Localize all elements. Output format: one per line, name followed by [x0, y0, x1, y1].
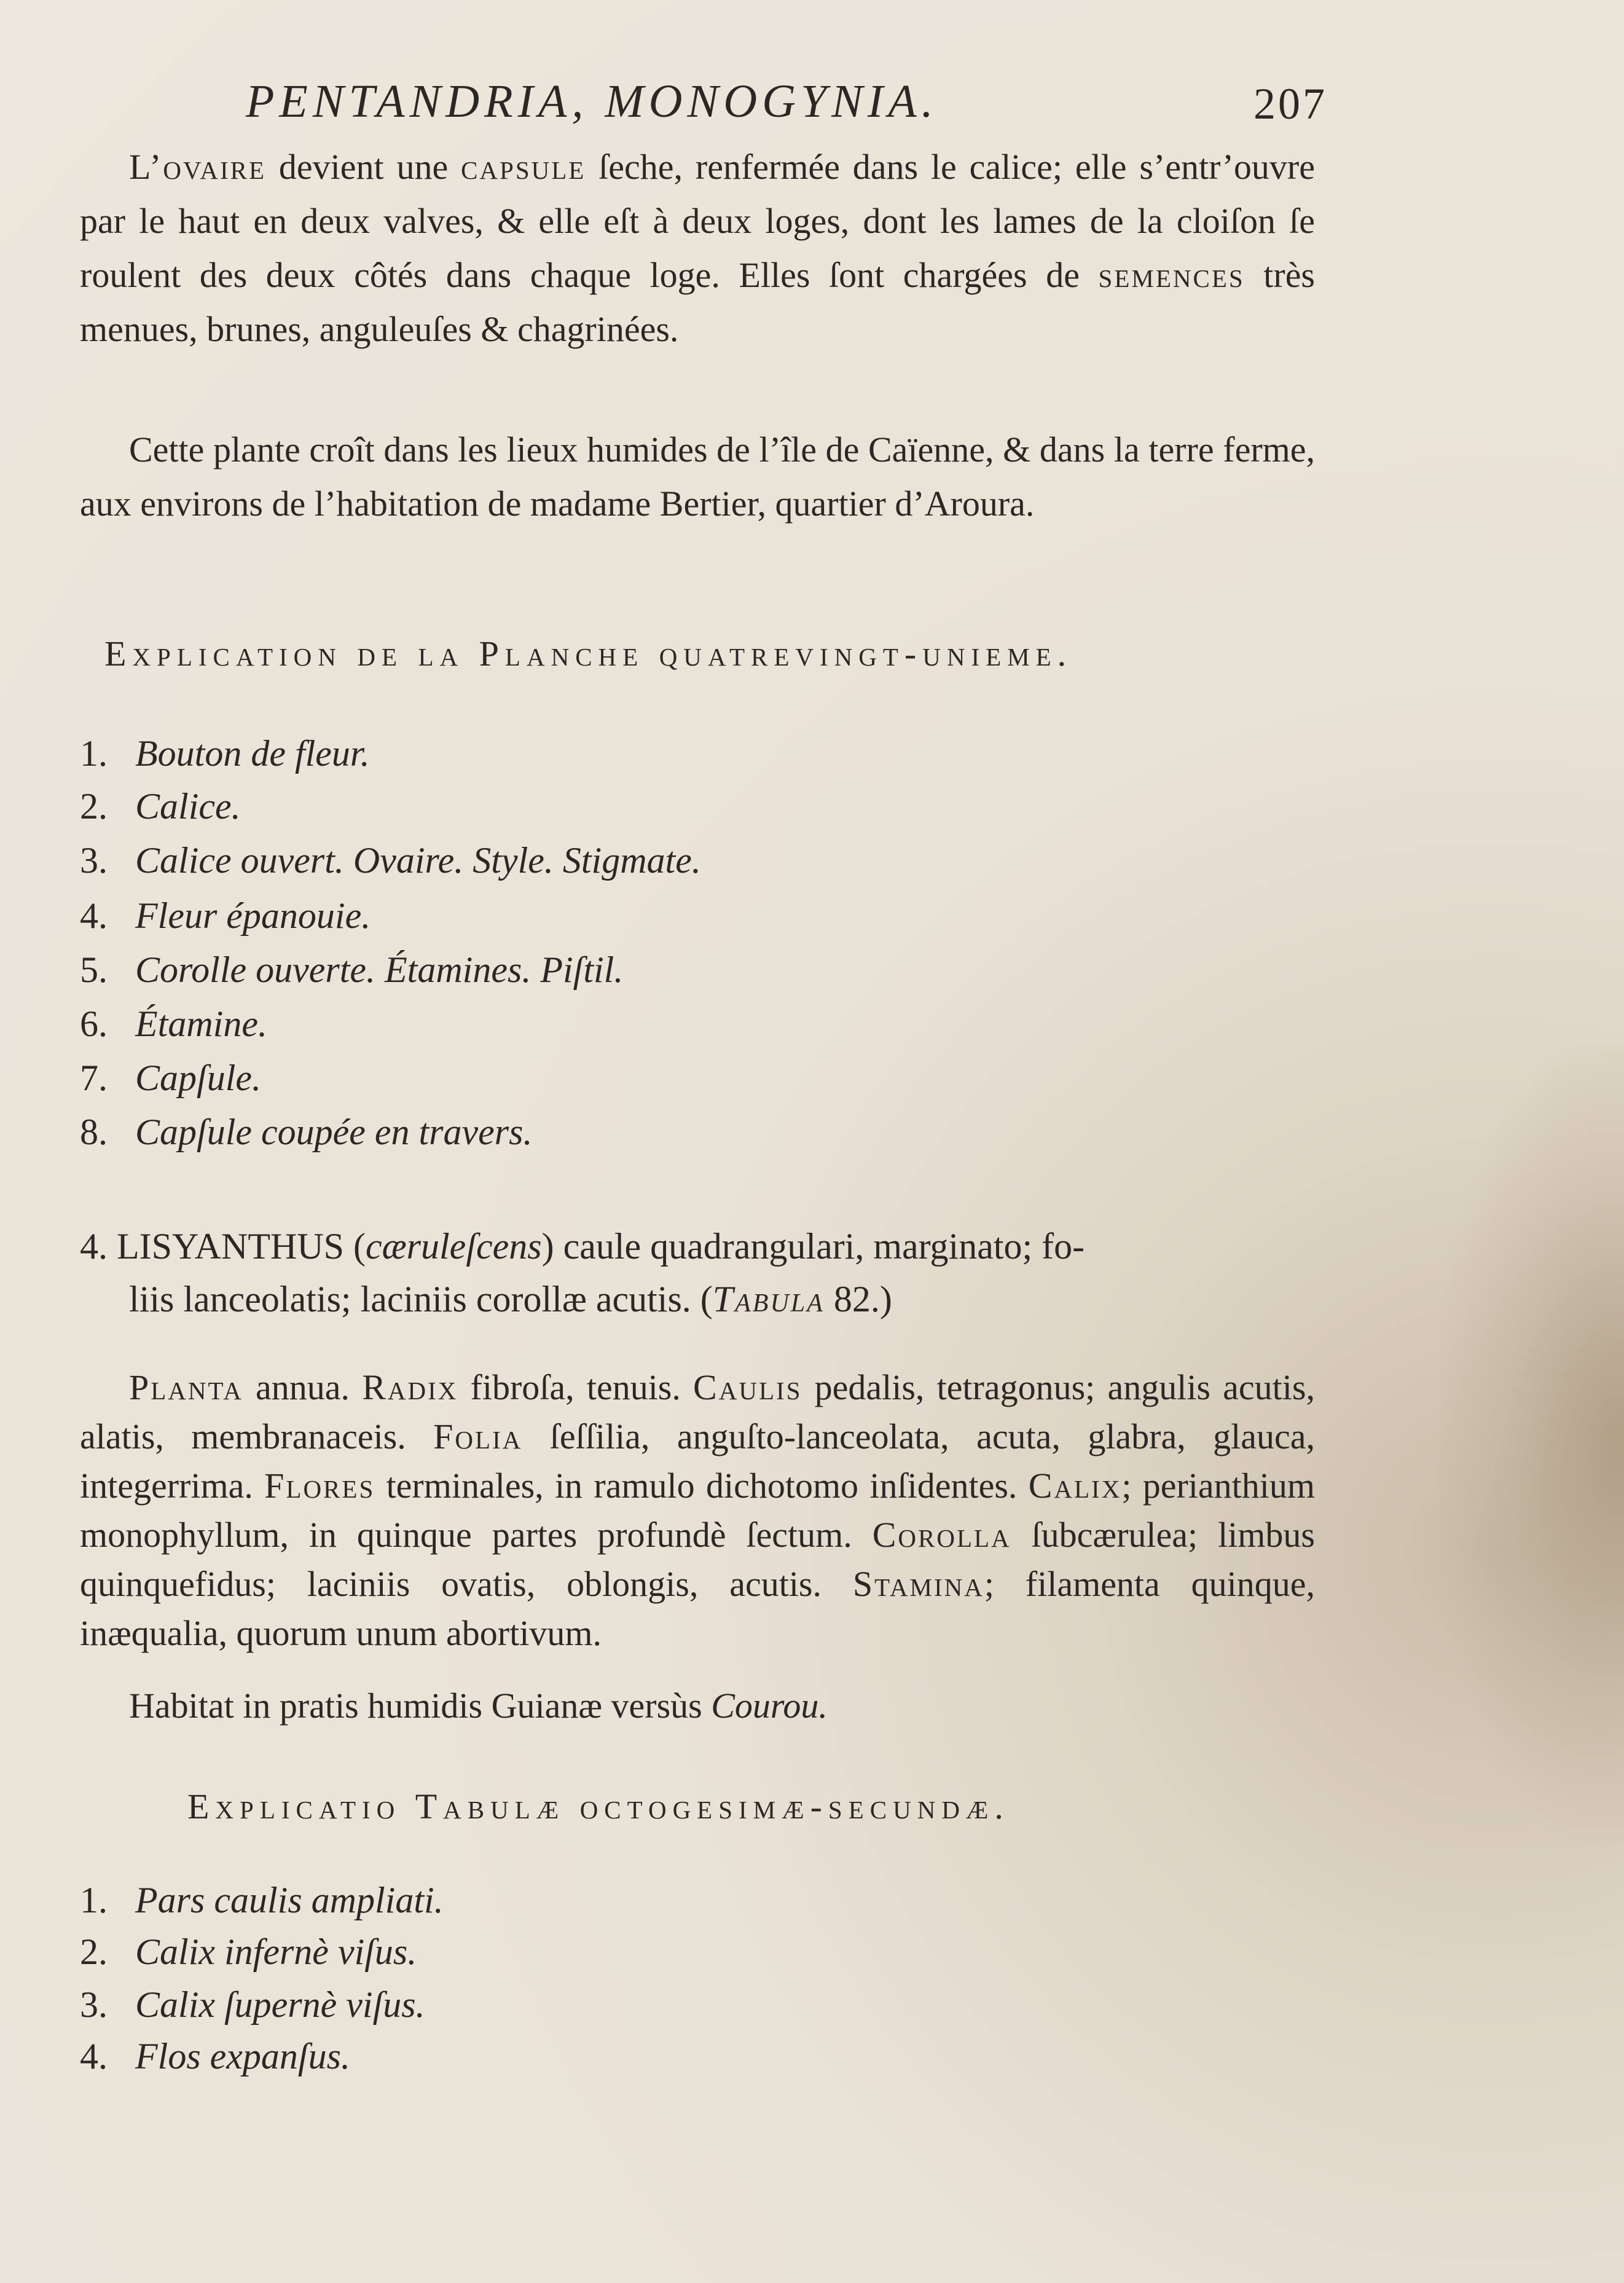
term-folia: Folia — [433, 1417, 523, 1456]
desc-text: ; perianthium monophyllum, in quinque partes profundè ſectum. — [80, 1466, 1315, 1555]
list-item — [80, 785, 241, 828]
item-text: Calix infernè viſus. — [135, 1931, 417, 1972]
term-capsule: capsule — [461, 147, 586, 187]
habitat-place: Courou. — [711, 1686, 828, 1726]
item-number: 1. — [80, 733, 108, 774]
habitat-text: Habitat in pratis humidis Guianæ versùs — [129, 1686, 712, 1726]
term-ovaire: L’ovaire — [129, 147, 267, 187]
tabula-label: Tabula — [712, 1279, 825, 1319]
item-text: Capſule. — [135, 1058, 261, 1098]
list-item — [80, 1111, 533, 1153]
latin-description — [80, 1363, 1315, 1658]
term-planta: Planta — [129, 1367, 243, 1407]
list-item — [80, 1984, 425, 2026]
species-line-1 — [80, 1220, 1315, 1273]
item-text: Étamine. — [135, 1004, 267, 1044]
item-number: 4. — [80, 895, 108, 936]
list-item — [80, 839, 701, 882]
explication-heading: Explication de la Planche quatrevingt-unieme. — [104, 634, 1073, 674]
term-corolla: Corolla — [872, 1515, 1011, 1555]
para1-text-3: très menues, brunes, anguleuſes & chagrinées. — [80, 255, 1316, 349]
species-diagnosis-2: liis lanceolatis; laciniis corollæ acutis. ( — [129, 1279, 713, 1319]
item-number: 8. — [80, 1112, 108, 1152]
term-semences: semences — [1098, 255, 1245, 295]
french-paragraph-2 — [80, 423, 1315, 531]
species-number: 4. — [80, 1226, 108, 1267]
list-item — [80, 1057, 261, 1099]
item-text: Calix ſupernè viſus. — [135, 1984, 425, 2025]
item-number: 2. — [80, 1931, 108, 1972]
item-text: Flos expanſus. — [135, 2036, 350, 2077]
list-item — [80, 895, 371, 937]
item-text: Calice ouvert. Ovaire. Style. Stigmate. — [135, 840, 701, 881]
species-line-2 — [80, 1273, 1315, 1326]
item-text: Fleur épanouie. — [135, 895, 371, 936]
latin-habitat — [129, 1685, 1296, 1726]
list-item — [80, 1879, 444, 1922]
species-entry — [80, 1220, 1315, 1326]
list-item — [80, 2035, 350, 2078]
water-stain — [1440, 1045, 1624, 1844]
item-text: Corolle ouverte. Étamines. Piſtil. — [135, 949, 624, 990]
item-number: 5. — [80, 949, 108, 990]
para1-text-1: devient une — [266, 147, 461, 187]
species-diagnosis-1: ) caule quadrangulari, marginato; fo- — [541, 1226, 1085, 1267]
list-item — [80, 949, 623, 991]
item-text: Capſule coupée en travers. — [135, 1112, 533, 1152]
desc-text: ; filamenta quinque, inæqualia, quorum unum abortivum. — [80, 1564, 1315, 1653]
desc-text: pedalis, tetragonus; angulis acutis, alatis, membranaceis. — [80, 1367, 1315, 1456]
species-epithet: cæruleſcens — [366, 1226, 542, 1267]
running-title: PENTANDRIA, MONOGYNIA. — [246, 76, 938, 127]
item-text: Pars caulis ampliati. — [135, 1880, 444, 1920]
item-number: 6. — [80, 1004, 108, 1044]
desc-text: ſeſſilia, anguſto-lanceolata, acuta, glabra, glauca, integerrima. — [80, 1417, 1315, 1506]
desc-text: ſubcærulea; limbus quinquefidus; laciniis ovatis, oblongis, acutis. — [80, 1515, 1315, 1604]
item-text: Calice. — [135, 786, 241, 827]
item-number: 2. — [80, 786, 108, 827]
list-item — [80, 1003, 267, 1045]
explicatio-heading: Explicatio Tabulæ octogesimæ-secundæ. — [187, 1786, 1010, 1826]
desc-text: annua. — [243, 1367, 363, 1407]
term-calix: Calix — [1028, 1466, 1122, 1506]
tabula-number: 82.) — [824, 1279, 892, 1319]
term-flores: Flores — [264, 1466, 375, 1506]
running-head — [246, 75, 1327, 143]
item-number: 3. — [80, 840, 108, 881]
page-number: 207 — [1253, 79, 1327, 128]
french-paragraph-1 — [80, 140, 1315, 356]
desc-text: fibroſa, tenuis. — [458, 1367, 694, 1407]
list-item — [80, 1931, 417, 1973]
term-stamina: Stamina — [852, 1564, 984, 1604]
species-paren: ( — [344, 1226, 366, 1267]
item-text: Bouton de fleur. — [135, 733, 370, 774]
item-number: 3. — [80, 1984, 108, 2025]
term-radix: Radix — [362, 1367, 458, 1407]
item-number: 7. — [80, 1058, 108, 1098]
habitat-paragraph: Cette plante croît dans les lieux humides de l’île de Caïenne, & dans la terre ferme, aux environs de l’habitation de madame Bertier, quartier d’Aroura. — [80, 430, 1315, 524]
item-number: 1. — [80, 1880, 108, 1920]
desc-text: terminales, in ramulo dichotomo inſidentes. — [375, 1466, 1029, 1506]
item-number: 4. — [80, 2036, 108, 2077]
term-caulis: Caulis — [693, 1367, 802, 1407]
para1-text-2: ſeche, renfermée dans le calice; elle s’entr’ouvre par le haut en deux valves, & elle eſt à deux loges, dont les lames de la cloiſon ſe roulent des deux côtés dans chaque loge. Elles ſont chargées de — [80, 147, 1315, 295]
species-genus: LISYANTHUS — [117, 1226, 345, 1267]
list-item — [80, 733, 370, 775]
